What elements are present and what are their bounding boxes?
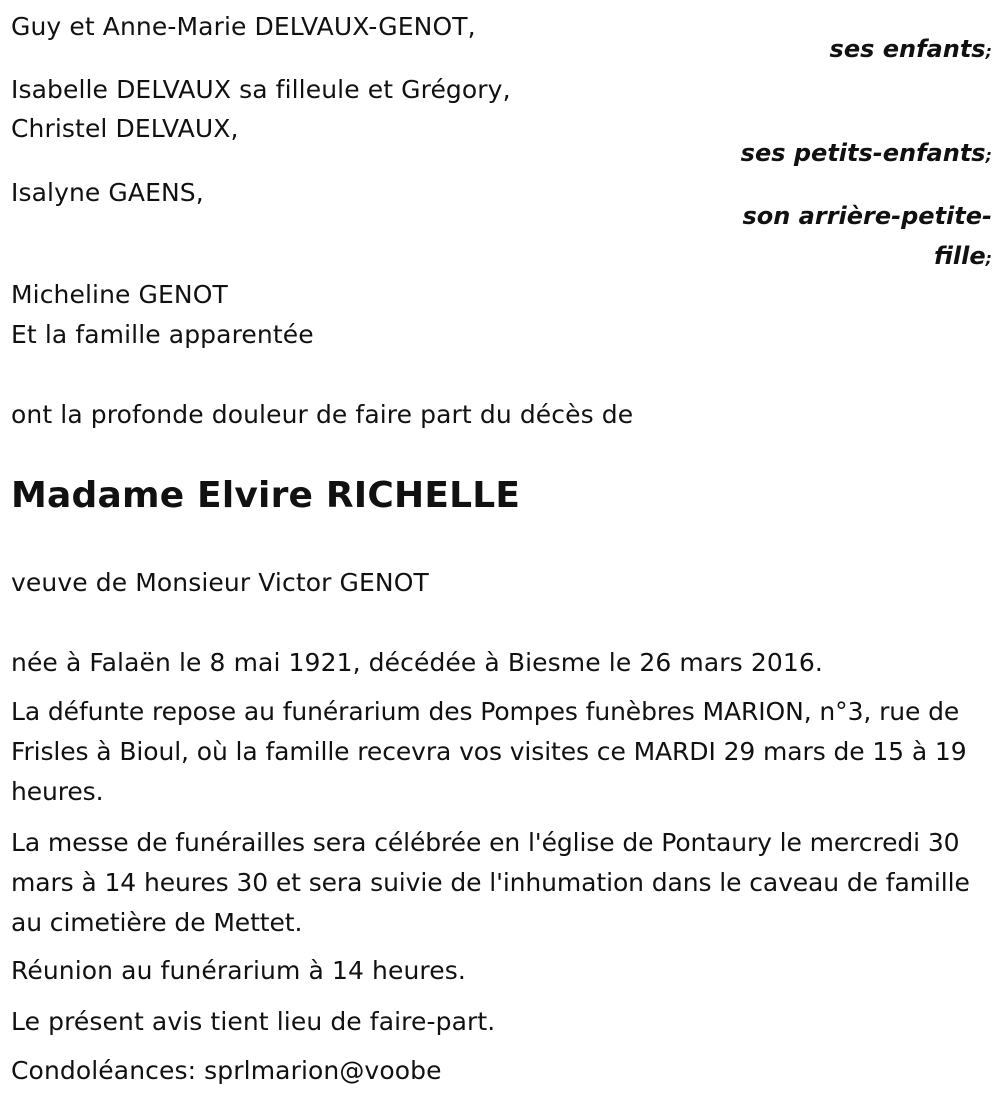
role-children bbox=[830, 29, 992, 72]
family-line-grandchild-2: Christel DELVAUX, bbox=[11, 114, 239, 143]
role-children-label: ses enfants bbox=[829, 35, 986, 63]
role-semicolon: ; bbox=[985, 249, 992, 268]
family-line-great-grandchild: Isalyne GAENS, bbox=[11, 178, 204, 207]
condolences-text: Condoléances: sprlmarion@voobe bbox=[11, 1056, 442, 1085]
family-line-grandchild-1: Isabelle DELVAUX sa filleule et Grégory, bbox=[11, 75, 511, 104]
deceased-name: Madame Elvire RICHELLE bbox=[11, 475, 521, 516]
notice-text: Le présent avis tient lieu de faire-part. bbox=[11, 1007, 496, 1036]
family-line-other: Micheline GENOT bbox=[11, 280, 228, 309]
role-semicolon: ; bbox=[985, 42, 992, 61]
role-great-grandchild-line2 bbox=[934, 236, 992, 279]
role-semicolon: ; bbox=[985, 146, 992, 165]
role-grandchildren-label: ses petits-enfants bbox=[740, 139, 986, 167]
reunion-text: Réunion au funérarium à 14 heures. bbox=[11, 956, 466, 985]
role-grandchildren bbox=[741, 133, 992, 176]
repose-paragraph: La défunte repose au funérarium des Pompes funèbres MARION, n°3, rue de Frisles à Bioul, où la famille recevra vos visites ce MARDI 29 mars de 15 à 19 heures. bbox=[11, 697, 967, 806]
family-line-relatives: Et la famille apparentée bbox=[11, 320, 314, 349]
birth-death-text: née à Falaën le 8 mai 1921, décédée à Biesme le 26 mars 2016. bbox=[11, 648, 823, 677]
role-great-grandchild-line1: son arrière-petite- bbox=[742, 202, 992, 230]
announcement-text: ont la profonde douleur de faire part du décès de bbox=[11, 400, 634, 429]
family-line-children: Guy et Anne-Marie DELVAUX-GENOT, bbox=[11, 12, 476, 41]
mass-paragraph: La messe de funérailles sera célébrée en l'église de Pontaury le mercredi 30 mars à 14 heures 30 et sera suivie de l'inhumation dans le caveau de famille au cimetière de Mettet. bbox=[11, 828, 970, 937]
role-great-grandchild-label: fille bbox=[933, 242, 986, 270]
widow-of-text: veuve de Monsieur Victor GENOT bbox=[11, 568, 429, 597]
